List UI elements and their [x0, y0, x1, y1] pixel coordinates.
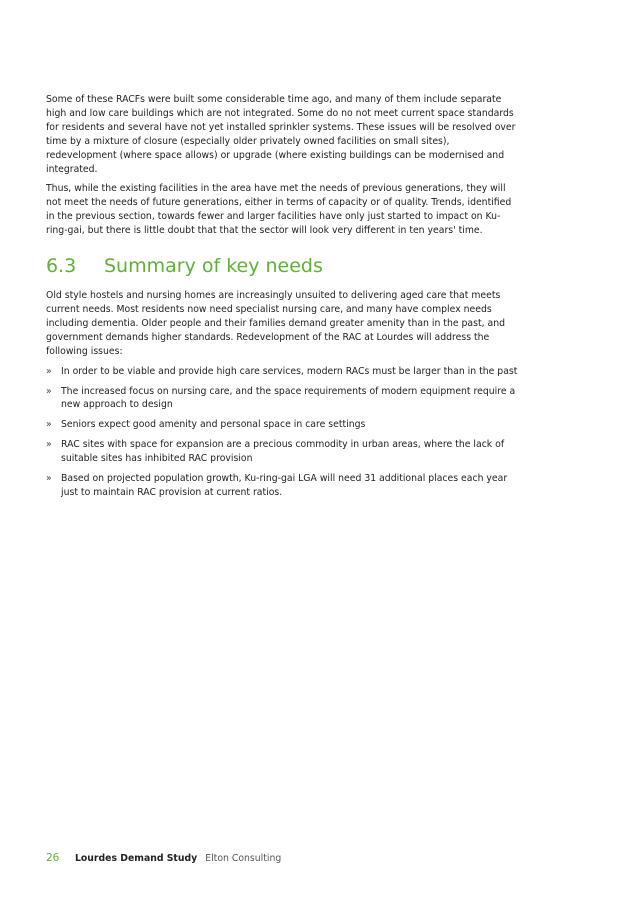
- section-title: Summary of key needs: [104, 255, 323, 278]
- section-number: 6.3: [46, 255, 77, 278]
- list-item-text: Based on projected population growth, Ku-ring-gai LGA will need 31 additional places each year just to maintain RAC provision at current ratios.: [61, 473, 508, 498]
- footer-doc-title: Lourdes Demand Study: [75, 853, 198, 864]
- list-item: [46, 418, 518, 432]
- bullet-marker: »: [46, 365, 52, 377]
- page-content: [46, 93, 518, 506]
- footer-organisation: Elton Consulting: [205, 853, 282, 864]
- page-footer: [46, 852, 281, 864]
- section-heading: [46, 255, 518, 277]
- list-item-text: RAC sites with space for expansion are a precious commodity in urban areas, where the lack of suitable sites has inhibited RAC provision: [61, 439, 505, 465]
- bullet-marker: »: [46, 419, 52, 431]
- key-needs-list: [46, 365, 518, 500]
- page-number: 26: [46, 852, 60, 864]
- bullet-marker: »: [46, 385, 52, 397]
- list-item-text: The increased focus on nursing care, and the space requirements of modern equipment require a new approach to design: [61, 385, 516, 411]
- list-item-text: Seniors expect good amenity and personal space in care settings: [61, 419, 366, 431]
- paragraph-future-needs: Thus, while the existing facilities in the area have met the needs of previous generations, they will not meet the needs of future generations, either in terms of capacity or of quality. Trends, identified in the previous section, towards fewer and larger facilities have only just started to impact on Ku-ring-gai, but there is little doubt that that the sector will look very different in ten years' time.: [46, 183, 512, 237]
- list-item: [46, 365, 518, 379]
- bullet-marker: »: [46, 473, 52, 485]
- paragraph-intro: Old style hostels and nursing homes are increasingly unsuited to delivering aged care that meets current needs. Most residents now need specialist nursing care, and many have complex needs including dementia. Older people and their families demand greater amenity than in the past, and government demands higher standards. Redevelopment of the RAC at Lourdes will address the following issues:: [46, 290, 506, 357]
- list-item-text: In order to be viable and provide high care services, modern RACs must be larger than in the past: [61, 365, 518, 377]
- list-item: [46, 472, 518, 500]
- list-item: [46, 438, 518, 466]
- bullet-marker: »: [46, 439, 52, 451]
- paragraph-racf-age: Some of these RACFs were built some considerable time ago, and many of them include separate high and low care buildings which are not integrated. Some do no not meet current space standards for residents and several have not yet installed sprinkler systems. These issues will be resolved over time by a mixture of closure (especially older privately owned facilities on small sites), redevelopment (where space allows) or upgrade (where existing buildings can be modernised and integrated.: [46, 94, 516, 175]
- list-item: [46, 385, 518, 413]
